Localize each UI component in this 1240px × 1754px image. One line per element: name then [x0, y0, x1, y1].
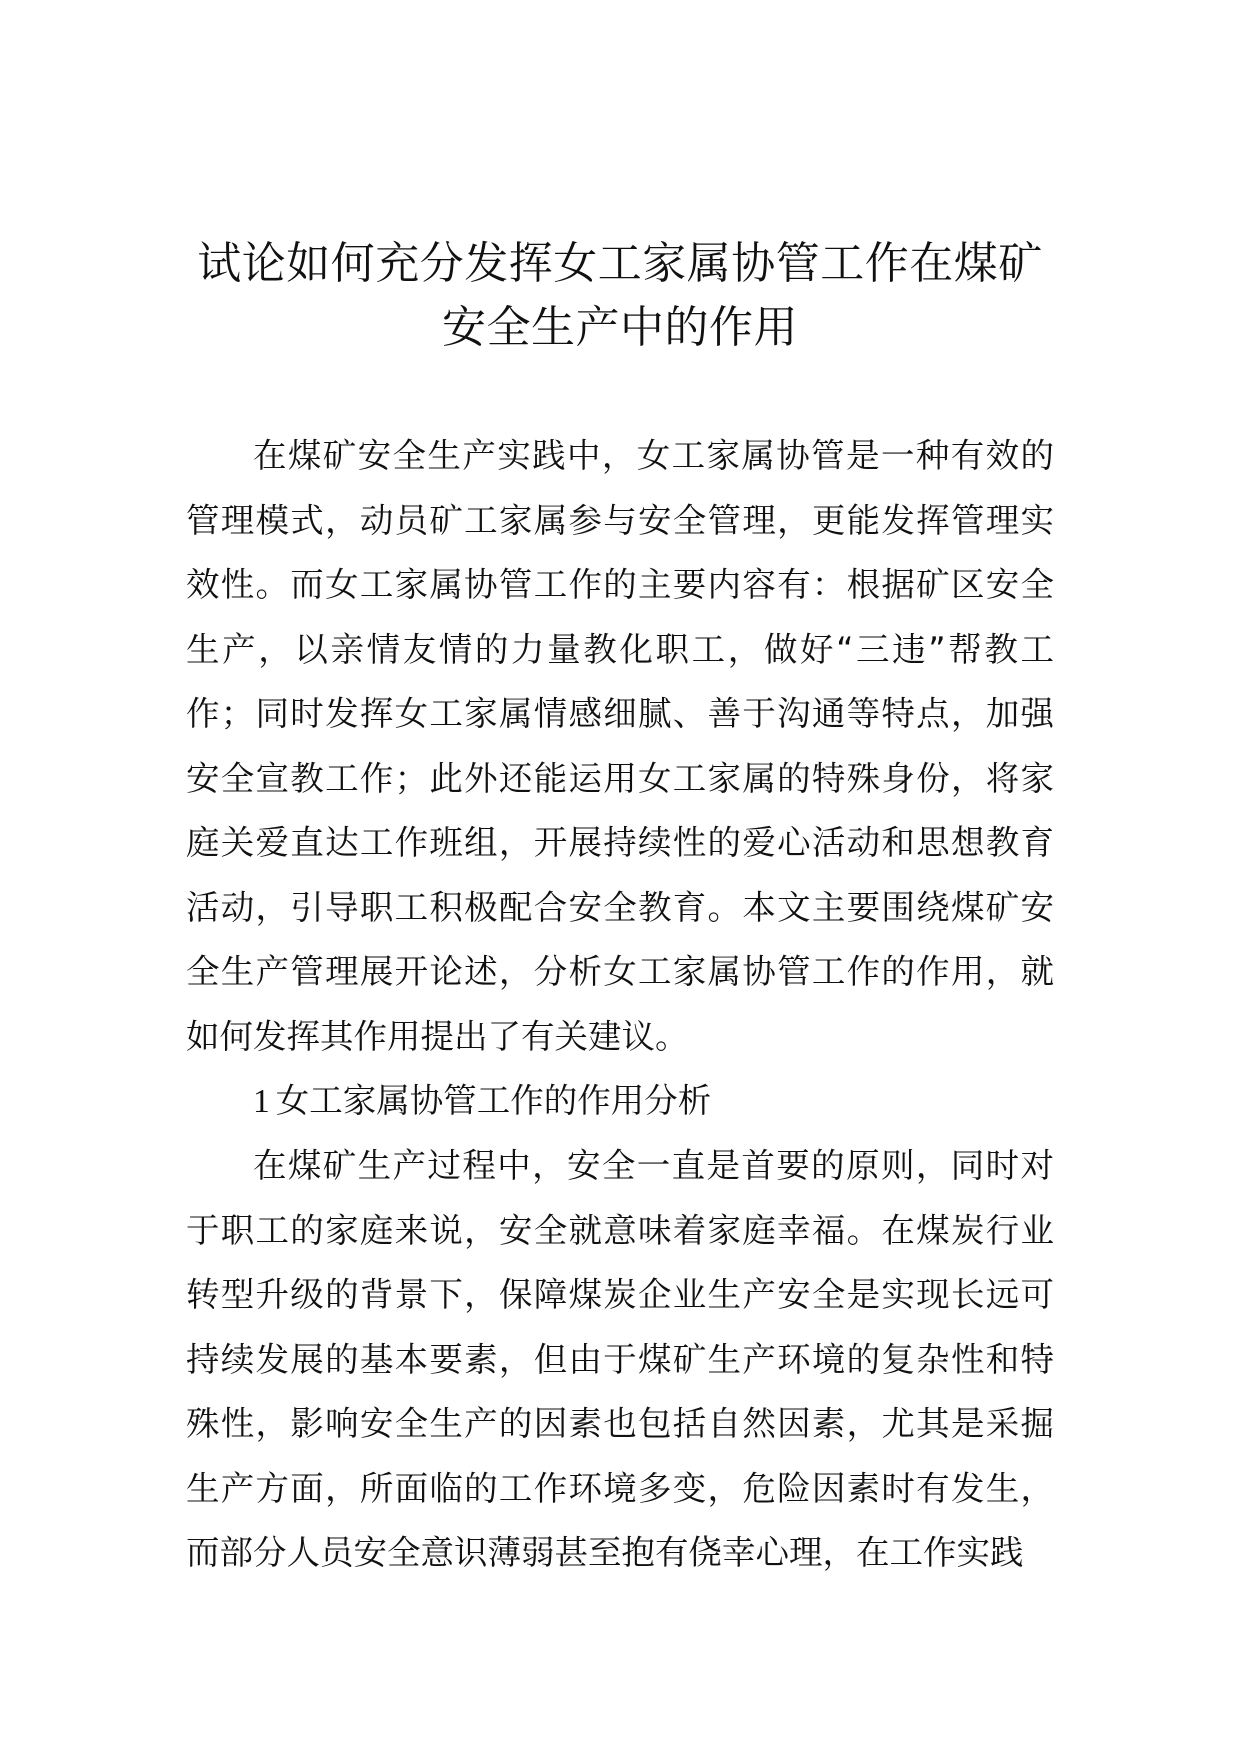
section-number: 1: [253, 1083, 270, 1120]
intro-paragraph: 在煤矿安全生产实践中，女工家属协管是一种有效的管理模式，动员矿工家属参与安全管理，更能发挥管理实效性。而女工家属协管工作的主要内容有：根据矿区安全生产，以亲情友情的力量教化职工，做好“三违”帮教工作；同时发挥女工家属情感细腻、善于沟通等特点，加强安全宣教工作；此外还能运用女工家属的特殊身份，将家庭关爱直达工作班组，开展持续性的爱心活动和思想教育活动，引导职工积极配合安全教育。本文主要围绕煤矿安全生产管理展开论述，分析女工家属协管工作的作用，就如何发挥其作用提出了有关建议。: [186, 436, 1054, 1056]
section-title: 女工家属协管工作的作用分析: [275, 1081, 712, 1120]
document-title: 试论如何充分发挥女工家属协管工作在煤矿安全生产中的作用: [197, 238, 1043, 353]
section-heading: [253, 1069, 711, 1135]
body-paragraph: 在煤矿生产过程中，安全一直是首要的原则，同时对于职工的家庭来说，安全就意味着家庭幸福。在煤炭行业转型升级的背景下，保障煤炭企业生产安全是实现长远可持续发展的基本要素，但由于煤矿生产环境的复杂性和特殊性，影响安全生产的因素也包括自然因素，尤其是采掘生产方面，所面临的工作环境多变，危险因素时有发生，而部分人员安全意识薄弱甚至抱有侥幸心理，在工作实践: [186, 1146, 1054, 1572]
